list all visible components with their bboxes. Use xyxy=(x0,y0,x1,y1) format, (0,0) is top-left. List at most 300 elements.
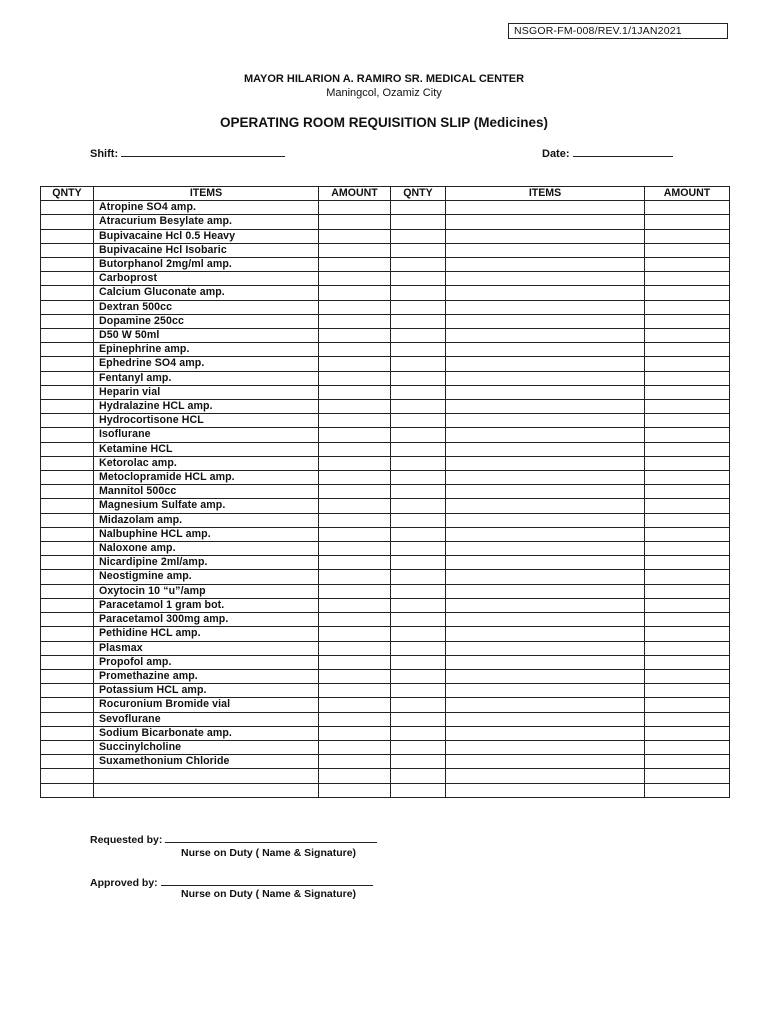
item-cell-2[interactable] xyxy=(446,456,645,470)
amount-cell[interactable] xyxy=(319,243,391,257)
qnty-cell[interactable] xyxy=(41,684,94,698)
qnty-cell-2[interactable] xyxy=(391,755,446,769)
item-cell-2[interactable] xyxy=(446,215,645,229)
amount-cell-2[interactable] xyxy=(645,499,730,513)
amount-cell-2[interactable] xyxy=(645,726,730,740)
amount-cell[interactable] xyxy=(319,740,391,754)
qnty-cell[interactable] xyxy=(41,385,94,399)
qnty-cell-2[interactable] xyxy=(391,428,446,442)
qnty-cell[interactable] xyxy=(41,243,94,257)
amount-cell-2[interactable] xyxy=(645,542,730,556)
table-row xyxy=(41,329,730,343)
item-cell-2[interactable] xyxy=(446,769,645,783)
item-cell-2[interactable] xyxy=(446,272,645,286)
qnty-cell[interactable] xyxy=(41,740,94,754)
item-cell: Bupivacaine Hcl 0.5 Heavy xyxy=(94,229,319,243)
amount-cell-2[interactable] xyxy=(645,613,730,627)
amount-cell-2[interactable] xyxy=(645,698,730,712)
item-cell-2[interactable] xyxy=(446,357,645,371)
table-row xyxy=(41,456,730,470)
qnty-cell-2[interactable] xyxy=(391,542,446,556)
item-cell-2[interactable] xyxy=(446,243,645,257)
item-cell: Isoflurane xyxy=(94,428,319,442)
qnty-cell-2[interactable] xyxy=(391,513,446,527)
qnty-cell-2[interactable] xyxy=(391,314,446,328)
qnty-cell-2[interactable] xyxy=(391,584,446,598)
amount-cell-2[interactable] xyxy=(645,371,730,385)
amount-cell-2[interactable] xyxy=(645,428,730,442)
amount-cell[interactable] xyxy=(319,698,391,712)
qnty-cell-2[interactable] xyxy=(391,655,446,669)
amount-cell[interactable] xyxy=(319,598,391,612)
qnty-cell[interactable] xyxy=(41,726,94,740)
qnty-cell[interactable] xyxy=(41,755,94,769)
table-row xyxy=(41,400,730,414)
table-row xyxy=(41,641,730,655)
table-row xyxy=(41,556,730,570)
qnty-cell[interactable] xyxy=(41,215,94,229)
item-cell: D50 W 50ml xyxy=(94,329,319,343)
table-row xyxy=(41,300,730,314)
table-row xyxy=(41,698,730,712)
qnty-cell-2[interactable] xyxy=(391,485,446,499)
item-cell-2[interactable] xyxy=(446,755,645,769)
item-cell-2[interactable] xyxy=(446,414,645,428)
amount-cell-2[interactable] xyxy=(645,598,730,612)
amount-cell-2[interactable] xyxy=(645,229,730,243)
item-cell-2[interactable] xyxy=(446,726,645,740)
qnty-cell-2[interactable] xyxy=(391,471,446,485)
qnty-cell[interactable] xyxy=(41,513,94,527)
item-cell: Pethidine HCL amp. xyxy=(94,627,319,641)
qnty-cell[interactable] xyxy=(41,641,94,655)
qnty-cell[interactable] xyxy=(41,471,94,485)
amount-cell[interactable] xyxy=(319,613,391,627)
amount-cell[interactable] xyxy=(319,641,391,655)
qnty-cell-2[interactable] xyxy=(391,343,446,357)
table-row xyxy=(41,343,730,357)
header-items: ITEMS xyxy=(94,187,319,201)
amount-cell[interactable] xyxy=(319,286,391,300)
qnty-cell-2[interactable] xyxy=(391,414,446,428)
qnty-cell[interactable] xyxy=(41,584,94,598)
header-amount: AMOUNT xyxy=(319,187,391,201)
qnty-cell-2[interactable] xyxy=(391,286,446,300)
item-cell-2[interactable] xyxy=(446,542,645,556)
qnty-cell-2[interactable] xyxy=(391,598,446,612)
table-row xyxy=(41,584,730,598)
amount-cell-2[interactable] xyxy=(645,456,730,470)
approved-by-blank[interactable] xyxy=(161,875,373,886)
item-cell-2[interactable] xyxy=(446,712,645,726)
item-cell: Epinephrine amp. xyxy=(94,343,319,357)
item-cell-2[interactable] xyxy=(446,684,645,698)
date-blank[interactable] xyxy=(573,146,673,157)
amount-cell-2[interactable] xyxy=(645,584,730,598)
table-row xyxy=(41,471,730,485)
item-cell: Sevoflurane xyxy=(94,712,319,726)
item-cell: Metoclopramide HCL amp. xyxy=(94,471,319,485)
item-cell: Suxamethonium Chloride xyxy=(94,755,319,769)
amount-cell-2[interactable] xyxy=(645,400,730,414)
table-row xyxy=(41,272,730,286)
qnty-cell[interactable] xyxy=(41,272,94,286)
qnty-cell[interactable] xyxy=(41,542,94,556)
item-cell-2[interactable] xyxy=(446,570,645,584)
qnty-cell[interactable] xyxy=(41,456,94,470)
form-title: OPERATING ROOM REQUISITION SLIP (Medicines) xyxy=(219,115,549,130)
table-row xyxy=(41,627,730,641)
header-qnty: QNTY xyxy=(41,187,94,201)
amount-cell[interactable] xyxy=(319,314,391,328)
item-cell: Butorphanol 2mg/ml amp. xyxy=(94,258,319,272)
amount-cell[interactable] xyxy=(319,726,391,740)
item-cell: Propofol amp. xyxy=(94,655,319,669)
item-cell: Dextran 500cc xyxy=(94,300,319,314)
item-cell: Promethazine amp. xyxy=(94,669,319,683)
item-cell-2[interactable] xyxy=(446,698,645,712)
amount-cell[interactable] xyxy=(319,542,391,556)
approved-by-caption: Nurse on Duty ( Name & Signature) xyxy=(181,888,357,900)
item-cell-2[interactable] xyxy=(446,229,645,243)
amount-cell[interactable] xyxy=(319,442,391,456)
qnty-cell-2[interactable] xyxy=(391,684,446,698)
item-cell: Neostigmine amp. xyxy=(94,570,319,584)
requested-by-field[interactable] xyxy=(90,832,377,846)
approved-by-field[interactable] xyxy=(90,875,373,889)
item-cell-2[interactable] xyxy=(446,371,645,385)
amount-cell-2[interactable] xyxy=(645,442,730,456)
amount-cell[interactable] xyxy=(319,485,391,499)
amount-cell[interactable] xyxy=(319,769,391,783)
amount-cell[interactable] xyxy=(319,258,391,272)
qnty-cell[interactable] xyxy=(41,613,94,627)
header-amount-2: AMOUNT xyxy=(645,187,730,201)
amount-cell[interactable] xyxy=(319,627,391,641)
qnty-cell-2[interactable] xyxy=(391,740,446,754)
amount-cell-2[interactable] xyxy=(645,641,730,655)
organization-location: Maningcol, Ozamiz City xyxy=(326,87,442,99)
requisition-table xyxy=(40,186,730,798)
item-cell-2[interactable] xyxy=(446,627,645,641)
qnty-cell-2[interactable] xyxy=(391,357,446,371)
qnty-cell-2[interactable] xyxy=(391,556,446,570)
qnty-cell[interactable] xyxy=(41,442,94,456)
approved-by-label: Approved by: xyxy=(90,877,158,889)
amount-cell[interactable] xyxy=(319,669,391,683)
amount-cell-2[interactable] xyxy=(645,201,730,215)
qnty-cell[interactable] xyxy=(41,669,94,683)
qnty-cell[interactable] xyxy=(41,499,94,513)
table-row xyxy=(41,385,730,399)
amount-cell[interactable] xyxy=(319,414,391,428)
shift-label: Shift: xyxy=(90,148,119,160)
qnty-cell[interactable] xyxy=(41,570,94,584)
amount-cell[interactable] xyxy=(319,684,391,698)
amount-cell-2[interactable] xyxy=(645,471,730,485)
qnty-cell-2[interactable] xyxy=(391,201,446,215)
table-row xyxy=(41,428,730,442)
table-row xyxy=(41,229,730,243)
qnty-cell[interactable] xyxy=(41,783,94,797)
qnty-cell[interactable] xyxy=(41,769,94,783)
item-cell: Rocuronium Bromide vial xyxy=(94,698,319,712)
table-row xyxy=(41,598,730,612)
qnty-cell-2[interactable] xyxy=(391,385,446,399)
amount-cell-2[interactable] xyxy=(645,314,730,328)
table-row xyxy=(41,243,730,257)
amount-cell-2[interactable] xyxy=(645,329,730,343)
qnty-cell[interactable] xyxy=(41,329,94,343)
item-cell-2[interactable] xyxy=(446,428,645,442)
amount-cell[interactable] xyxy=(319,513,391,527)
amount-cell-2[interactable] xyxy=(645,556,730,570)
item-cell: Heparin vial xyxy=(94,385,319,399)
amount-cell[interactable] xyxy=(319,783,391,797)
amount-cell-2[interactable] xyxy=(645,385,730,399)
amount-cell[interactable] xyxy=(319,343,391,357)
qnty-cell-2[interactable] xyxy=(391,243,446,257)
amount-cell-2[interactable] xyxy=(645,684,730,698)
item-cell: Oxytocin 10 “u”/amp xyxy=(94,584,319,598)
date-label: Date: xyxy=(542,148,570,160)
item-cell-2[interactable] xyxy=(446,258,645,272)
item-cell-2[interactable] xyxy=(446,527,645,541)
amount-cell-2[interactable] xyxy=(645,769,730,783)
item-cell-2[interactable] xyxy=(446,385,645,399)
item-cell: Ketorolac amp. xyxy=(94,456,319,470)
item-cell: Succinylcholine xyxy=(94,740,319,754)
amount-cell-2[interactable] xyxy=(645,627,730,641)
table-row xyxy=(41,613,730,627)
qnty-cell-2[interactable] xyxy=(391,769,446,783)
item-cell-2[interactable] xyxy=(446,442,645,456)
item-cell: Hydrocortisone HCL xyxy=(94,414,319,428)
item-cell-2[interactable] xyxy=(446,286,645,300)
qnty-cell[interactable] xyxy=(41,485,94,499)
amount-cell[interactable] xyxy=(319,400,391,414)
amount-cell[interactable] xyxy=(319,755,391,769)
qnty-cell-2[interactable] xyxy=(391,783,446,797)
qnty-cell[interactable] xyxy=(41,400,94,414)
amount-cell-2[interactable] xyxy=(645,243,730,257)
qnty-cell-2[interactable] xyxy=(391,669,446,683)
item-cell: Dopamine 250cc xyxy=(94,314,319,328)
amount-cell[interactable] xyxy=(319,201,391,215)
item-cell-2[interactable] xyxy=(446,343,645,357)
qnty-cell[interactable] xyxy=(41,371,94,385)
qnty-cell-2[interactable] xyxy=(391,272,446,286)
amount-cell-2[interactable] xyxy=(645,343,730,357)
amount-cell-2[interactable] xyxy=(645,570,730,584)
table-row xyxy=(41,527,730,541)
item-cell-2[interactable] xyxy=(446,584,645,598)
qnty-cell-2[interactable] xyxy=(391,712,446,726)
amount-cell-2[interactable] xyxy=(645,485,730,499)
qnty-cell-2[interactable] xyxy=(391,698,446,712)
shift-field[interactable] xyxy=(90,146,285,160)
table-row xyxy=(41,258,730,272)
qnty-cell[interactable] xyxy=(41,314,94,328)
qnty-cell[interactable] xyxy=(41,698,94,712)
form-code: NSGOR-FM-008/REV.1/1JAN2021 xyxy=(508,23,728,39)
amount-cell[interactable] xyxy=(319,357,391,371)
qnty-cell-2[interactable] xyxy=(391,400,446,414)
qnty-cell[interactable] xyxy=(41,229,94,243)
qnty-cell-2[interactable] xyxy=(391,570,446,584)
amount-cell-2[interactable] xyxy=(645,755,730,769)
qnty-cell[interactable] xyxy=(41,286,94,300)
amount-cell[interactable] xyxy=(319,570,391,584)
qnty-cell-2[interactable] xyxy=(391,300,446,314)
amount-cell-2[interactable] xyxy=(645,215,730,229)
amount-cell-2[interactable] xyxy=(645,513,730,527)
item-cell-2[interactable] xyxy=(446,314,645,328)
qnty-cell-2[interactable] xyxy=(391,371,446,385)
qnty-cell-2[interactable] xyxy=(391,442,446,456)
qnty-cell[interactable] xyxy=(41,357,94,371)
item-cell xyxy=(94,769,319,783)
qnty-cell[interactable] xyxy=(41,598,94,612)
amount-cell[interactable] xyxy=(319,385,391,399)
item-cell-2[interactable] xyxy=(446,513,645,527)
item-cell: Hydralazine HCL amp. xyxy=(94,400,319,414)
amount-cell[interactable] xyxy=(319,655,391,669)
qnty-cell[interactable] xyxy=(41,201,94,215)
qnty-cell[interactable] xyxy=(41,627,94,641)
item-cell-2[interactable] xyxy=(446,641,645,655)
qnty-cell[interactable] xyxy=(41,414,94,428)
qnty-cell-2[interactable] xyxy=(391,613,446,627)
date-field[interactable] xyxy=(542,146,673,160)
item-cell-2[interactable] xyxy=(446,300,645,314)
table-row xyxy=(41,570,730,584)
amount-cell-2[interactable] xyxy=(645,527,730,541)
qnty-cell[interactable] xyxy=(41,712,94,726)
amount-cell-2[interactable] xyxy=(645,414,730,428)
table-row xyxy=(41,655,730,669)
table-row xyxy=(41,357,730,371)
table-row xyxy=(41,499,730,513)
requested-by-label: Requested by: xyxy=(90,834,163,846)
item-cell-2[interactable] xyxy=(446,471,645,485)
item-cell-2[interactable] xyxy=(446,740,645,754)
item-cell-2[interactable] xyxy=(446,613,645,627)
amount-cell[interactable] xyxy=(319,215,391,229)
item-cell-2[interactable] xyxy=(446,499,645,513)
amount-cell-2[interactable] xyxy=(645,357,730,371)
table-row xyxy=(41,769,730,783)
qnty-cell-2[interactable] xyxy=(391,641,446,655)
amount-cell-2[interactable] xyxy=(645,300,730,314)
qnty-cell-2[interactable] xyxy=(391,726,446,740)
item-cell-2[interactable] xyxy=(446,400,645,414)
amount-cell[interactable] xyxy=(319,371,391,385)
qnty-cell-2[interactable] xyxy=(391,527,446,541)
table-row xyxy=(41,442,730,456)
qnty-cell-2[interactable] xyxy=(391,456,446,470)
item-cell-2[interactable] xyxy=(446,201,645,215)
amount-cell[interactable] xyxy=(319,329,391,343)
item-cell-2[interactable] xyxy=(446,598,645,612)
amount-cell[interactable] xyxy=(319,300,391,314)
amount-cell[interactable] xyxy=(319,499,391,513)
amount-cell[interactable] xyxy=(319,584,391,598)
qnty-cell[interactable] xyxy=(41,527,94,541)
item-cell-2[interactable] xyxy=(446,485,645,499)
amount-cell-2[interactable] xyxy=(645,783,730,797)
qnty-cell[interactable] xyxy=(41,258,94,272)
table-row xyxy=(41,783,730,797)
amount-cell-2[interactable] xyxy=(645,286,730,300)
amount-cell[interactable] xyxy=(319,229,391,243)
item-cell: Mannitol 500cc xyxy=(94,485,319,499)
qnty-cell[interactable] xyxy=(41,556,94,570)
item-cell: Midazolam amp. xyxy=(94,513,319,527)
amount-cell[interactable] xyxy=(319,272,391,286)
amount-cell-2[interactable] xyxy=(645,712,730,726)
header-qnty-2: QNTY xyxy=(391,187,446,201)
table-row xyxy=(41,371,730,385)
amount-cell-2[interactable] xyxy=(645,740,730,754)
item-cell-2[interactable] xyxy=(446,669,645,683)
table-row xyxy=(41,201,730,215)
qnty-cell[interactable] xyxy=(41,428,94,442)
qnty-cell[interactable] xyxy=(41,300,94,314)
amount-cell-2[interactable] xyxy=(645,272,730,286)
item-cell: Ketamine HCL xyxy=(94,442,319,456)
item-cell: Nicardipine 2ml/amp. xyxy=(94,556,319,570)
qnty-cell-2[interactable] xyxy=(391,499,446,513)
qnty-cell-2[interactable] xyxy=(391,258,446,272)
shift-blank[interactable] xyxy=(121,146,285,157)
amount-cell[interactable] xyxy=(319,428,391,442)
table-row xyxy=(41,542,730,556)
table-row xyxy=(41,215,730,229)
qnty-cell-2[interactable] xyxy=(391,329,446,343)
requested-by-blank[interactable] xyxy=(165,832,377,843)
item-cell-2[interactable] xyxy=(446,556,645,570)
qnty-cell-2[interactable] xyxy=(391,215,446,229)
item-cell-2[interactable] xyxy=(446,783,645,797)
item-cell: Atropine SO4 amp. xyxy=(94,201,319,215)
table-row xyxy=(41,414,730,428)
amount-cell-2[interactable] xyxy=(645,655,730,669)
qnty-cell-2[interactable] xyxy=(391,627,446,641)
qnty-cell[interactable] xyxy=(41,655,94,669)
item-cell: Sodium Bicarbonate amp. xyxy=(94,726,319,740)
requested-by-caption: Nurse on Duty ( Name & Signature) xyxy=(181,847,357,859)
amount-cell[interactable] xyxy=(319,471,391,485)
item-cell: Carboprost xyxy=(94,272,319,286)
qnty-cell[interactable] xyxy=(41,343,94,357)
item-cell xyxy=(94,783,319,797)
table-row xyxy=(41,755,730,769)
qnty-cell-2[interactable] xyxy=(391,229,446,243)
amount-cell[interactable] xyxy=(319,556,391,570)
amount-cell[interactable] xyxy=(319,527,391,541)
item-cell: Fentanyl amp. xyxy=(94,371,319,385)
item-cell: Potassium HCL amp. xyxy=(94,684,319,698)
amount-cell-2[interactable] xyxy=(645,258,730,272)
amount-cell[interactable] xyxy=(319,456,391,470)
table-header-row xyxy=(41,187,730,201)
item-cell-2[interactable] xyxy=(446,655,645,669)
item-cell-2[interactable] xyxy=(446,329,645,343)
organization-name: MAYOR HILARION A. RAMIRO SR. MEDICAL CENTER xyxy=(243,73,525,85)
amount-cell-2[interactable] xyxy=(645,669,730,683)
amount-cell[interactable] xyxy=(319,712,391,726)
